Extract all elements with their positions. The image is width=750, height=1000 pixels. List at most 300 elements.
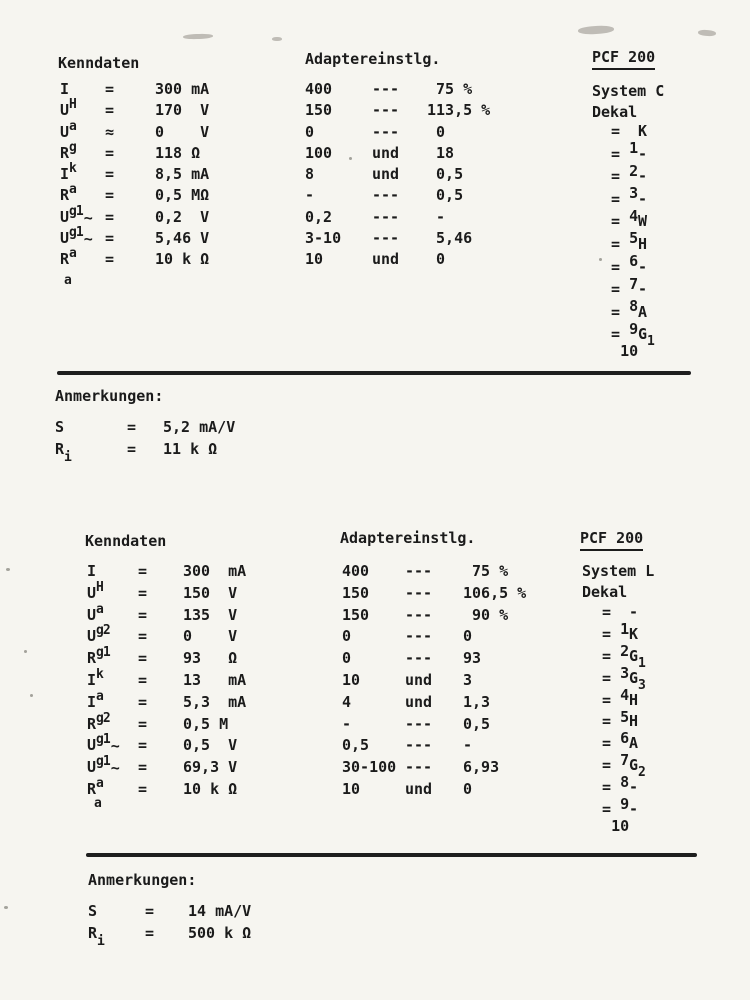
electrode-letter: G xyxy=(629,668,639,687)
equals-sign: = xyxy=(602,756,612,775)
symbol-base: R xyxy=(60,250,70,269)
adapter-heading: Adaptereinstlg. xyxy=(305,50,441,68)
electrode-label xyxy=(629,713,638,731)
equals-sign: = xyxy=(138,714,148,733)
adapter-right-value: - xyxy=(427,207,446,226)
kenndaten-heading: Kenndaten xyxy=(85,532,167,550)
equals-sign: = xyxy=(611,325,621,344)
electrode-letter: - xyxy=(629,800,639,819)
symbol-subscript: i xyxy=(64,450,72,465)
adapter-right-value: 0 xyxy=(463,779,473,798)
parameter-symbol xyxy=(87,645,111,668)
equals-sign: = xyxy=(138,562,148,580)
electrode-letter: W xyxy=(638,212,648,231)
symbol-base: U xyxy=(87,758,97,777)
adapter-right-value: 0 xyxy=(427,250,446,269)
adapter-left-value: 0,5 xyxy=(342,736,370,755)
kenndaten-row xyxy=(60,246,340,272)
electrode-label xyxy=(638,304,647,322)
electrode-label xyxy=(629,779,638,797)
adapter-connector: --- xyxy=(405,605,433,624)
adapter-right-value: 75 % xyxy=(463,562,509,580)
scan-artifact xyxy=(4,906,8,909)
adapter-left-value: 0 xyxy=(305,122,315,141)
electrode-letter: - xyxy=(638,189,648,208)
electrode-subscript: 3 xyxy=(638,677,646,693)
equals-sign: = xyxy=(611,212,621,231)
parameter-symbol xyxy=(87,710,111,733)
symbol-superscript: k xyxy=(96,666,103,682)
dekal-pin-row xyxy=(584,257,704,293)
dekal-pin-row xyxy=(575,712,695,748)
equals-sign: = xyxy=(105,186,115,205)
equals-sign: = xyxy=(602,800,612,819)
electrode-subscript: 1 xyxy=(647,334,655,350)
adapter-left-value: 10 xyxy=(342,670,361,689)
adapter-row xyxy=(342,759,582,781)
electrode-label xyxy=(629,668,646,693)
pin-number: 8 xyxy=(611,773,630,792)
adapter-row xyxy=(305,166,545,187)
parameter-symbol xyxy=(60,139,77,162)
equals-sign: = xyxy=(138,736,148,755)
equals-sign: = xyxy=(611,257,621,276)
adapter-right-value: 6,93 xyxy=(463,758,500,777)
electrode-label xyxy=(629,626,638,644)
equals-sign: = xyxy=(138,670,148,689)
equals-sign: = xyxy=(105,229,115,248)
adapter-row xyxy=(305,209,545,230)
electrode-letter: - xyxy=(638,257,648,276)
electrode-letter: K xyxy=(638,122,648,140)
adapter-left-value: 100 xyxy=(305,143,333,162)
adapter-connector: und xyxy=(405,779,433,798)
electrode-letter: - xyxy=(638,144,648,163)
symbol-base: S xyxy=(88,902,98,920)
equals-sign: = xyxy=(602,668,612,687)
parameter-value: 170 V xyxy=(155,101,210,120)
adapter-connector: --- xyxy=(372,101,400,120)
symbol-base: U xyxy=(87,583,97,602)
dekal-pin-row xyxy=(575,800,695,836)
symbol-base: U xyxy=(87,627,97,646)
electrode-label xyxy=(638,168,647,186)
parameter-symbol xyxy=(60,246,77,269)
equals-sign: = xyxy=(602,690,612,709)
equals-sign: = xyxy=(105,80,115,98)
adapter-right-value: 90 % xyxy=(463,605,509,624)
electrode-label xyxy=(638,325,655,350)
electrode-label xyxy=(638,281,647,299)
kenndaten-row xyxy=(60,182,340,208)
adapter-connector: und xyxy=(405,670,433,689)
adapter-right-value: 0 xyxy=(427,122,446,141)
electrode-label xyxy=(638,236,647,254)
parameter-symbol xyxy=(87,601,104,624)
adapter-row xyxy=(342,672,582,694)
parameter-symbol xyxy=(87,754,120,778)
dekal-pin-row xyxy=(575,734,695,770)
kenndaten-row xyxy=(87,579,370,607)
dekal-pin-row xyxy=(575,624,695,660)
parameter-value: 10 k Ω xyxy=(155,250,210,269)
symbol-base: R xyxy=(60,186,70,205)
equals-sign: = xyxy=(602,778,612,797)
adapter-connector: --- xyxy=(372,186,400,205)
electrode-letter: G xyxy=(638,325,648,344)
note-value: 500 k Ω xyxy=(188,924,252,942)
symbol-base: R xyxy=(88,924,98,942)
adapter-row xyxy=(305,102,545,123)
dekal-pin-row xyxy=(584,325,704,361)
pin-number: 7 xyxy=(620,274,639,293)
electrode-letter: G xyxy=(629,756,639,775)
tube-name: PCF 200 xyxy=(592,48,655,70)
equals-sign: = xyxy=(138,758,148,777)
adapter-right-value: 113,5 % xyxy=(427,101,491,120)
adapter-connector: --- xyxy=(372,207,400,226)
kenndaten-row xyxy=(60,225,340,251)
dekal-pin-row xyxy=(584,122,704,157)
adapter-left-value: 0 xyxy=(342,649,352,668)
adapter-connector: --- xyxy=(372,229,400,248)
note-row xyxy=(88,925,388,947)
adapter-left-value: 4 xyxy=(342,692,352,711)
anmerkungen-heading: Anmerkungen: xyxy=(55,387,164,405)
equals-sign: = xyxy=(105,101,115,120)
kenndaten-table xyxy=(60,81,340,273)
parameter-value: 93 Ω xyxy=(183,649,238,668)
equals-sign: ≈ xyxy=(105,122,115,141)
note-value: 11 k Ω xyxy=(163,440,218,458)
pin-number: 10 xyxy=(620,342,639,361)
equals-sign: = xyxy=(105,207,115,226)
electrode-label xyxy=(638,146,647,164)
symbol-superscript: H xyxy=(96,579,103,595)
parameter-value: 118 Ω xyxy=(155,143,201,162)
kenndaten-row xyxy=(87,710,367,738)
dekal-pin-row xyxy=(575,646,695,682)
adapter-right-value: 75 % xyxy=(427,80,473,98)
symbol-base: I xyxy=(87,562,97,580)
adapter-left-value: 150 xyxy=(305,101,333,120)
symbol-base: U xyxy=(87,605,97,624)
note-value: 5,2 mA/V xyxy=(163,418,236,436)
equals-sign: = xyxy=(138,692,148,711)
symbol-superscript: H xyxy=(69,97,76,113)
equals-sign: = xyxy=(105,165,115,184)
adapter-right-value: 5,46 xyxy=(427,229,473,248)
kenndaten-row xyxy=(87,732,370,759)
electrode-label xyxy=(638,123,647,141)
dekal-pin-row xyxy=(575,756,695,792)
parameter-symbol xyxy=(87,562,97,580)
pin-number: 1 xyxy=(611,620,630,638)
adapter-left-value: 3-10 xyxy=(305,229,342,248)
equals-sign: = xyxy=(105,143,115,162)
electrode-label xyxy=(638,213,647,231)
adapter-left-value: 10 xyxy=(305,250,324,269)
symbol-base: U xyxy=(60,229,70,248)
electrode-label xyxy=(638,259,647,277)
equals-sign: = xyxy=(602,624,612,643)
pin-number: 4 xyxy=(611,685,630,704)
dekal-pin-row xyxy=(584,234,704,270)
equals-sign: = xyxy=(138,583,148,602)
electrode-subscript: 2 xyxy=(638,765,646,781)
parameter-value: 150 V xyxy=(183,583,238,602)
anmerkungen-heading: Anmerkungen: xyxy=(88,871,197,889)
pin-number: 3 xyxy=(611,663,630,682)
adapter-row xyxy=(342,737,582,759)
kenndaten-row xyxy=(60,118,340,145)
adapter-row xyxy=(342,585,582,607)
section-divider xyxy=(57,371,691,375)
adapter-right-value: 1,3 xyxy=(463,692,491,711)
note-symbol xyxy=(55,440,72,465)
parameter-value: 0 V xyxy=(183,627,238,646)
kenndaten-row xyxy=(60,97,340,123)
electrode-letter: - xyxy=(638,280,648,299)
tube-name-heading xyxy=(592,49,655,66)
symbol-base: I xyxy=(60,165,70,184)
parameter-value: 0 V xyxy=(155,122,210,141)
adapter-left-value: 0 xyxy=(342,627,352,646)
symbol-base: S xyxy=(55,418,65,436)
kenndaten-row xyxy=(87,688,367,716)
symbol-base: I xyxy=(87,692,97,711)
dekal-label: Dekal xyxy=(592,103,638,121)
kenndaten-row xyxy=(87,562,370,585)
equals-sign: = xyxy=(138,627,148,646)
symbol-superscript: g1 xyxy=(69,225,83,241)
adapter-connector: --- xyxy=(405,649,433,668)
dekal-pin-row xyxy=(575,668,695,704)
adapter-right-value: 93 xyxy=(463,649,482,668)
adapter-row xyxy=(305,230,545,251)
adapter-connector: --- xyxy=(405,562,433,580)
parameter-symbol xyxy=(60,118,77,141)
equals-sign: = xyxy=(138,605,148,624)
parameter-symbol xyxy=(87,666,104,689)
section-divider xyxy=(86,853,697,857)
kenndaten-row xyxy=(87,775,367,803)
adapter-heading: Adaptereinstlg. xyxy=(340,529,476,547)
symbol-superscript: a xyxy=(69,182,76,198)
equals-sign: = xyxy=(611,234,621,253)
adapter-right-value: 18 xyxy=(427,143,455,162)
adapter-row xyxy=(342,628,582,650)
adapter-right-value: 3 xyxy=(463,670,473,689)
adapter-right-value: 106,5 % xyxy=(463,583,527,602)
adapter-row xyxy=(342,716,582,738)
equals-sign: = xyxy=(145,902,155,920)
electrode-label xyxy=(629,604,638,622)
symbol-superscript: a xyxy=(69,118,76,134)
adapter-connector: und xyxy=(372,165,400,184)
ac-tilde: ~ xyxy=(83,208,93,227)
pin-number: 6 xyxy=(620,251,639,270)
symbol-base: U xyxy=(60,122,70,141)
parameter-value: 10 k Ω xyxy=(183,779,238,798)
symbol-base: R xyxy=(87,649,97,668)
symbol-superscript: g2 xyxy=(96,710,110,726)
electrode-letter: H xyxy=(638,234,648,253)
electrode-letter: H xyxy=(629,690,639,709)
parameter-value: 300 mA xyxy=(155,80,210,98)
equals-sign: = xyxy=(127,440,137,458)
electrode-subscript: 1 xyxy=(638,655,646,671)
dekal-pin-list xyxy=(584,122,704,361)
symbol-base: U xyxy=(87,736,97,755)
pin-number: 7 xyxy=(611,751,630,770)
pin-number: 5 xyxy=(611,707,630,726)
equals-sign: = xyxy=(127,418,137,436)
adapter-left-value: 0,2 xyxy=(305,207,333,226)
symbol-superscript: a xyxy=(69,246,76,262)
scan-artifact xyxy=(30,694,33,697)
symbol-superscript: g1 xyxy=(69,203,83,219)
ac-tilde: ~ xyxy=(110,737,120,756)
symbol-superscript: g1 xyxy=(96,732,110,748)
adapter-row xyxy=(342,607,582,629)
symbol-base: U xyxy=(60,101,70,120)
equals-sign: = xyxy=(611,167,621,186)
scan-artifact xyxy=(698,29,716,36)
scan-artifact xyxy=(183,33,213,39)
pin-number: 3 xyxy=(620,184,639,203)
adapter-left-value: 400 xyxy=(342,562,370,580)
adapter-row xyxy=(305,251,545,272)
kenndaten-row xyxy=(87,666,367,694)
equals-sign: = xyxy=(602,603,612,621)
equals-sign: = xyxy=(611,189,621,208)
electrode-letter: - xyxy=(629,778,639,797)
note-row xyxy=(88,903,388,925)
symbol-base: R xyxy=(60,143,70,162)
adapter-left-value: - xyxy=(342,714,352,733)
ac-tilde: ~ xyxy=(83,230,93,249)
adapter-row xyxy=(342,650,582,672)
pin-number: 9 xyxy=(620,319,639,338)
adapter-row xyxy=(305,145,545,166)
pin-number: 6 xyxy=(611,729,630,748)
equals-sign: = xyxy=(145,924,155,942)
anmerkungen-table xyxy=(88,903,388,947)
electrode-letter: - xyxy=(638,167,648,186)
parameter-value: 5,3 mA xyxy=(183,692,247,711)
dekal-pin-row xyxy=(584,302,704,338)
dekal-pin-row xyxy=(575,690,695,726)
ac-tilde: ~ xyxy=(110,759,120,778)
adapter-right-value: 0,5 xyxy=(427,165,464,184)
adapter-row xyxy=(305,187,545,208)
symbol-base: R xyxy=(87,779,97,798)
adapter-row xyxy=(342,563,582,585)
pin-number: 9 xyxy=(611,795,630,814)
parameter-symbol xyxy=(87,688,104,711)
parameter-symbol xyxy=(87,579,104,602)
electrode-label xyxy=(629,756,646,781)
symbol-superscript: g xyxy=(69,139,76,155)
scan-artifact xyxy=(272,37,282,41)
adapter-connector: --- xyxy=(405,758,433,777)
kenndaten-row xyxy=(60,161,340,187)
pin-number: 8 xyxy=(620,297,639,316)
electrode-letter: H xyxy=(629,712,639,731)
symbol-superscript: a xyxy=(96,775,103,791)
pin-number: 4 xyxy=(620,206,639,225)
dekal-label: Dekal xyxy=(582,583,628,601)
note-symbol xyxy=(88,924,105,949)
kenndaten-row xyxy=(87,623,367,650)
adapter-connector: --- xyxy=(372,122,400,141)
symbol-base: I xyxy=(60,80,70,98)
kenndaten-row xyxy=(87,601,370,629)
parameter-value: 8,5 mA xyxy=(155,165,210,184)
adapter-right-value: - xyxy=(463,736,473,755)
equals-sign: = xyxy=(611,144,621,163)
symbol-superscript: g1 xyxy=(96,754,110,770)
parameter-value: 0,5 MΩ xyxy=(155,186,210,205)
electrode-label xyxy=(629,801,638,819)
pin-number: 2 xyxy=(620,161,639,180)
electrode-letter: G xyxy=(629,646,639,665)
symbol-superscript: g1 xyxy=(96,645,110,661)
pin-number: 5 xyxy=(620,229,639,248)
adapter-connector: --- xyxy=(372,80,400,98)
scan-artifact xyxy=(24,650,27,653)
equals-sign: = xyxy=(611,122,621,140)
electrode-label xyxy=(629,735,638,753)
parameter-symbol xyxy=(60,225,93,249)
note-value: 14 mA/V xyxy=(188,902,252,920)
adapter-right-value: 0,5 xyxy=(427,186,464,205)
adapter-right-value: 0 xyxy=(463,627,473,646)
pin-number: 1 xyxy=(620,139,639,157)
adapter-connector: und xyxy=(405,692,433,711)
symbol-base: I xyxy=(87,670,97,689)
electrode-letter: A xyxy=(629,734,639,753)
equals-sign: = xyxy=(105,250,115,269)
adapter-connector: und xyxy=(372,250,400,269)
adapter-row xyxy=(342,694,582,716)
system-label: System L xyxy=(582,562,655,580)
adapter-right-value: 0,5 xyxy=(463,714,491,733)
parameter-symbol xyxy=(60,203,93,227)
dekal-pin-row xyxy=(584,144,704,180)
parameter-symbol xyxy=(60,80,70,98)
equals-sign: = xyxy=(138,779,148,798)
dekal-pin-row xyxy=(575,778,695,814)
symbol-base: R xyxy=(55,440,65,458)
pin-number: 10 xyxy=(611,817,630,836)
equals-sign: = xyxy=(611,280,621,299)
symbol-superscript: a xyxy=(96,601,103,617)
parameter-value: 5,46 V xyxy=(155,229,210,248)
tube-name-heading xyxy=(580,530,643,547)
electrode-label xyxy=(638,191,647,209)
parameter-value: 13 mA xyxy=(183,670,247,689)
electrode-letter: - xyxy=(629,603,639,621)
dekal-pin-row xyxy=(575,603,695,638)
trailing-subscript: a xyxy=(94,796,102,811)
parameter-value: 300 mA xyxy=(183,562,247,580)
symbol-superscript: k xyxy=(69,161,76,177)
kenndaten-row xyxy=(60,139,340,166)
dekal-pin-row xyxy=(584,189,704,225)
kenndaten-row xyxy=(60,81,340,102)
